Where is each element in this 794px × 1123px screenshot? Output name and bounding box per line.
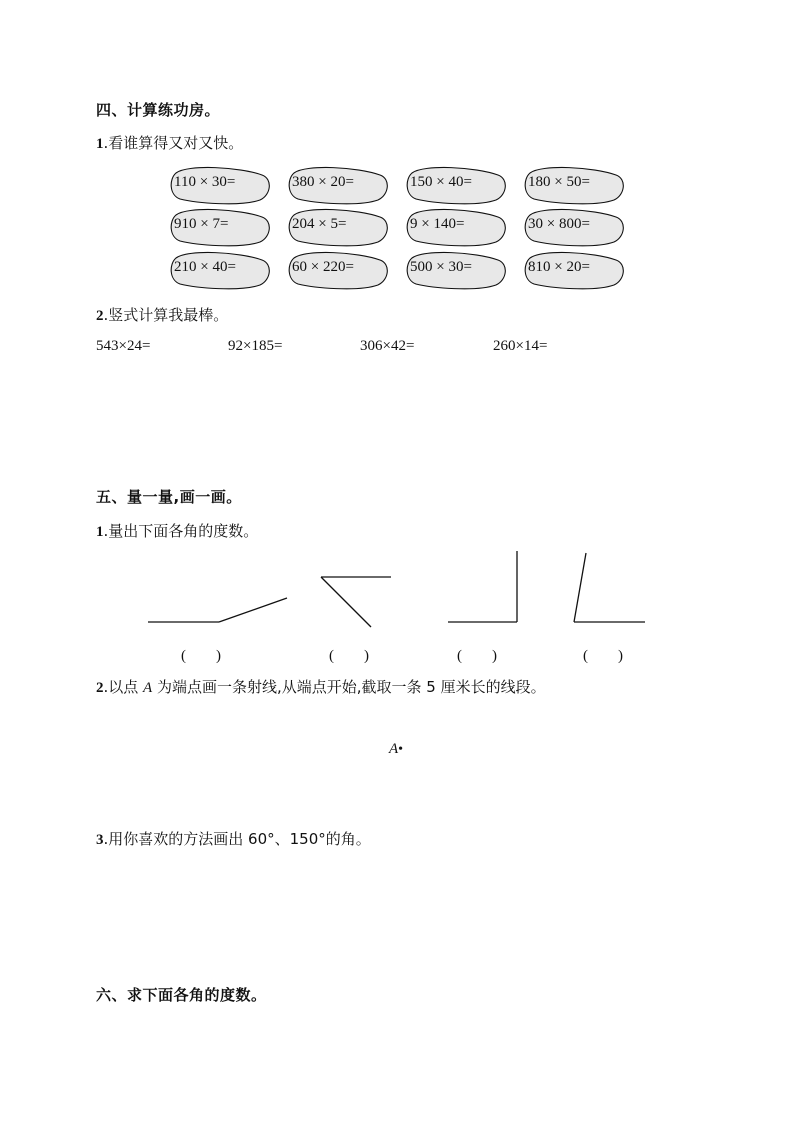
- oral-calc-expression: 150 × 40=: [410, 174, 472, 190]
- oral-calc-expression: 30 × 800=: [528, 216, 590, 232]
- oral-calc-expression: 204 × 5=: [292, 216, 347, 232]
- question-number: 2: [96, 680, 104, 696]
- section5-q2: [96, 676, 546, 697]
- vertical-expr-1: 543×24=: [96, 338, 151, 354]
- question-text-after: 为端点画一条射线,从端点开始,截取一条 5 厘米长的线段。: [152, 678, 546, 696]
- angle-figure-1: [148, 598, 287, 622]
- point-a-label: A: [389, 741, 399, 757]
- question-text: .竖式计算我最棒。: [103, 306, 229, 324]
- oral-calc-expression: 60 × 220=: [292, 259, 354, 275]
- answer-bracket-3[interactable]: ( ): [457, 648, 497, 664]
- point-dot: •: [398, 742, 404, 757]
- question-text-before: .以点: [103, 678, 144, 696]
- point-name: A: [143, 680, 153, 696]
- section6-title: 六、求下面各角的度数。: [96, 986, 267, 1004]
- question-number: 1: [96, 524, 104, 540]
- oral-calc-expression: 110 × 30=: [174, 174, 236, 190]
- oral-calc-expression: 810 × 20=: [528, 259, 590, 275]
- oral-calc-expression: 910 × 7=: [174, 216, 229, 232]
- answer-bracket-1[interactable]: ( ): [181, 648, 221, 664]
- vertical-expr-2: 92×185=: [228, 338, 283, 354]
- section5-q3: [96, 828, 371, 849]
- question-text: .量出下面各角的度数。: [103, 522, 259, 540]
- section4-title: 四、计算练功房。: [96, 101, 221, 119]
- oral-calc-expression: 9 × 140=: [410, 216, 465, 232]
- section5-title: 五、量一量,画一画。: [96, 488, 242, 506]
- point-a[interactable]: [389, 741, 403, 758]
- oral-calc-expression: 180 × 50=: [528, 174, 590, 190]
- oral-calc-expression: 380 × 20=: [292, 174, 354, 190]
- vertical-expr-3: 306×42=: [360, 338, 415, 354]
- question-text: .看谁算得又对又快。: [103, 134, 244, 152]
- question-number: 1: [96, 136, 104, 152]
- question-number: 3: [96, 832, 104, 848]
- answer-bracket-4[interactable]: ( ): [583, 648, 623, 664]
- answer-bracket-2[interactable]: ( ): [329, 648, 369, 664]
- question-number: 2: [96, 308, 104, 324]
- vertical-expr-4: 260×14=: [493, 338, 548, 354]
- question-text: .用你喜欢的方法画出 60°、150°的角。: [103, 830, 371, 848]
- oral-calc-expression: 500 × 30=: [410, 259, 472, 275]
- angle-figure-3: [448, 551, 517, 622]
- angle-figure-2: [321, 577, 391, 627]
- angle-figure-4: [574, 553, 645, 622]
- oral-calc-expression: 210 × 40=: [174, 259, 236, 275]
